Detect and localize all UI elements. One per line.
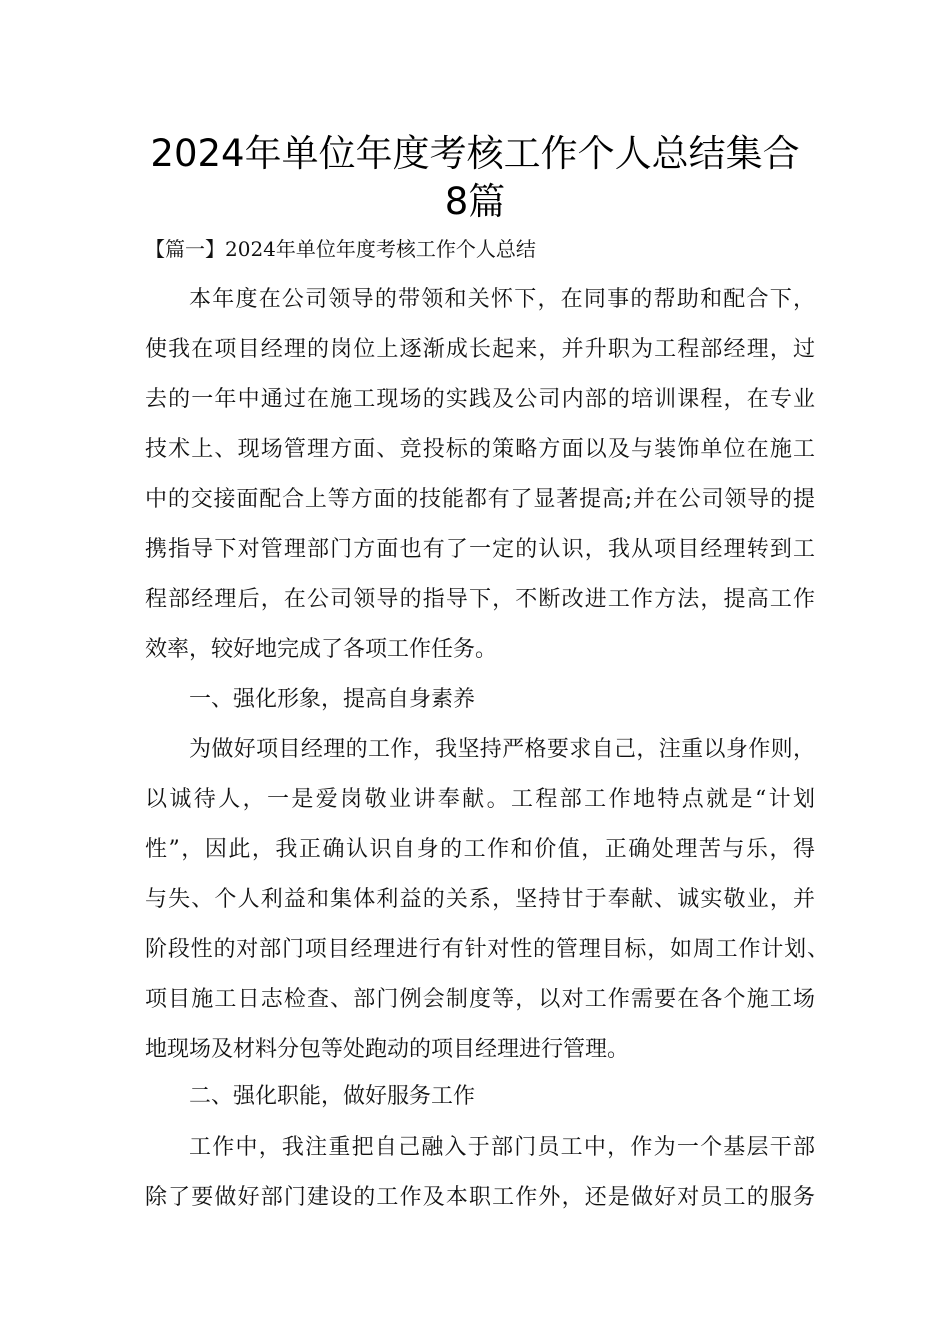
paragraph-line: 效率，较好地完成了各项工作任务。 (145, 637, 498, 662)
paragraph-line: 去的一年中通过在施工现场的实践及公司内部的培训课程，在专业 (145, 387, 815, 412)
paragraph-line: 地现场及材料分包等处跑动的项目经理进行管理。 (145, 1037, 630, 1062)
section-heading: 【篇一】2024年单位年度考核工作个人总结 (145, 237, 536, 261)
paragraph-line: 技术上、现场管理方面、竞投标的策略方面以及与装饰单位在施工 (145, 437, 815, 462)
paragraph-line: 中的交接面配合上等方面的技能都有了显著提高;并在公司领导的提 (145, 487, 815, 512)
paragraph-line: 工作中，我注重把自己融入于部门员工中，作为一个基层干部 (189, 1135, 815, 1160)
subsection-heading: 二、强化职能，做好服务工作 (189, 1084, 476, 1109)
paragraph-line: 性”，因此，我正确认识自身的工作和价值，正确处理苦与乐，得 (145, 837, 815, 862)
document-title-line-1: 2024年单位年度考核工作个人总结集合 (150, 132, 800, 175)
paragraph-line: 使我在项目经理的岗位上逐渐成长起来，并升职为工程部经理，过 (145, 337, 815, 362)
paragraph-line: 携指导下对管理部门方面也有了一定的认识，我从项目经理转到工 (145, 537, 815, 562)
paragraph-line: 本年度在公司领导的带领和关怀下，在同事的帮助和配合下， (189, 287, 815, 312)
paragraph-line: 以诚待人，一是爱岗敬业讲奉献。工程部工作地特点就是“计划 (145, 787, 815, 812)
paragraph-line: 程部经理后，在公司领导的指导下，不断改进工作方法，提高工作 (145, 587, 815, 612)
document-title-line-2: 8篇 (444, 180, 506, 223)
paragraph-line: 除了要做好部门建设的工作及本职工作外，还是做好对员工的服务 (145, 1185, 815, 1210)
paragraph-line: 与失、个人利益和集体利益的关系，坚持甘于奉献、诚实敬业，并 (145, 887, 815, 912)
paragraph-line: 为做好项目经理的工作，我坚持严格要求自己，注重以身作则， (189, 737, 815, 762)
subsection-heading: 一、强化形象，提高自身素养 (189, 687, 476, 712)
paragraph-line: 阶段性的对部门项目经理进行有针对性的管理目标，如周工作计划、 (145, 937, 829, 962)
paragraph-line: 项目施工日志检查、部门例会制度等，以对工作需要在各个施工场 (145, 987, 815, 1012)
